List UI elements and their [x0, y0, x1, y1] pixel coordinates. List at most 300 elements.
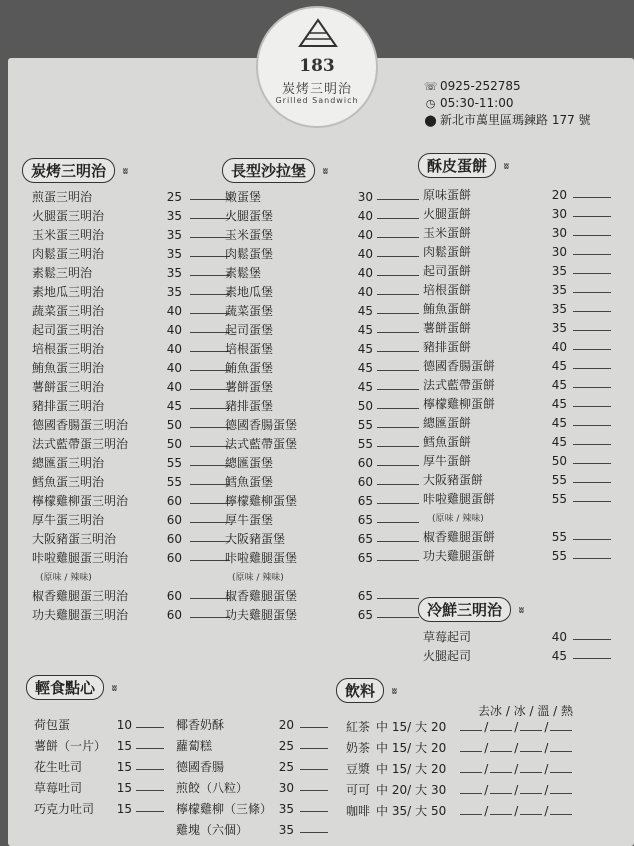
item-price: 60 — [166, 494, 182, 508]
item-price: 35 — [278, 823, 294, 837]
item-name: 豬排蛋三明治 — [32, 399, 105, 413]
item-name: 巧克力吐司 — [34, 802, 95, 816]
item-name: 椒香雞腿蛋堡 — [225, 589, 298, 603]
item-price: 40 — [357, 228, 373, 242]
item-price: 40 — [166, 380, 182, 394]
item-name: 煎餃（八粒） — [176, 781, 249, 795]
item-name: 蘿蔔糕 — [176, 739, 213, 753]
item-name: 火腿蛋餅 — [423, 207, 472, 221]
item-price: 15 — [116, 781, 132, 795]
item-price: 60 — [357, 456, 373, 470]
item-name: 培根蛋三明治 — [32, 342, 105, 356]
clock-icon: ◷ — [425, 97, 436, 110]
separator: / — [484, 741, 489, 755]
order-quantity-blank — [573, 205, 611, 217]
item-price: 45 — [551, 435, 567, 449]
flavor-note: (原味 / 辣味) — [232, 573, 284, 583]
order-quantity-blank — [190, 511, 230, 523]
item-name: 咔啦雞腿蛋餅 — [423, 492, 496, 506]
item-name: 培根蛋餅 — [423, 283, 472, 297]
order-quantity-blank — [190, 606, 230, 618]
drink-item — [346, 781, 574, 799]
order-quantity-blank — [136, 716, 164, 728]
item-price: 10 — [116, 718, 132, 732]
drink-name: 豆漿 — [346, 762, 371, 776]
temperature-blank — [520, 741, 542, 752]
drink-name: 可可 — [346, 783, 371, 797]
separator: / — [544, 783, 549, 797]
order-quantity-blank — [190, 340, 230, 352]
order-quantity-blank — [190, 549, 230, 561]
decoration-icon: ʬ — [322, 167, 329, 177]
order-quantity-blank — [190, 207, 230, 219]
item-name: 薯餅（一片） — [34, 739, 107, 753]
item-price: 45 — [357, 304, 373, 318]
order-quantity-blank — [573, 262, 611, 274]
item-price: 35 — [166, 266, 182, 280]
category-charcoal-sandwich — [22, 158, 129, 183]
contact-info — [424, 78, 591, 129]
item-name: 素地瓜堡 — [225, 285, 274, 299]
item-name: 草莓吐司 — [34, 781, 83, 795]
order-quantity-blank — [377, 397, 419, 409]
item-price: 60 — [166, 551, 182, 565]
order-quantity-blank — [136, 737, 164, 749]
item-price: 40 — [357, 285, 373, 299]
item-name: 德國香腸蛋餅 — [423, 359, 496, 373]
order-quantity-blank — [377, 435, 419, 447]
item-name: 嫩蛋堡 — [225, 190, 262, 204]
item-name: 大阪豬蛋三明治 — [32, 532, 117, 546]
item-name: 檸檬雞柳蛋餅 — [423, 397, 496, 411]
order-quantity-blank — [136, 758, 164, 770]
item-price: 40 — [551, 340, 567, 354]
order-quantity-blank — [377, 359, 419, 371]
item-price: 45 — [357, 361, 373, 375]
order-quantity-blank — [573, 224, 611, 236]
temperature-blank — [460, 783, 482, 794]
item-name: 鮪魚蛋餅 — [423, 302, 472, 316]
temperature-blank — [490, 741, 512, 752]
item-name: 豬排蛋餅 — [423, 340, 472, 354]
item-price: 60 — [166, 608, 182, 622]
logo-chinese-name: 炭烤三明治 — [281, 82, 352, 97]
order-quantity-blank — [377, 226, 419, 238]
order-quantity-blank — [573, 319, 611, 331]
order-quantity-blank — [300, 758, 328, 770]
temperature-blank — [460, 720, 482, 731]
order-quantity-blank — [190, 587, 230, 599]
item-price: 50 — [166, 437, 182, 451]
category-title: 冷鮮三明治 — [427, 601, 503, 619]
item-price: 45 — [357, 342, 373, 356]
item-name: 檸檬雞柳（三條） — [176, 802, 273, 816]
item-name: 鮪魚蛋三明治 — [32, 361, 105, 375]
temperature-blank — [460, 804, 482, 815]
item-price: 40 — [166, 304, 182, 318]
item-name: 薯餅蛋餅 — [423, 321, 472, 335]
item-name: 火腿起司 — [423, 649, 472, 663]
item-price: 35 — [551, 264, 567, 278]
item-price: 60 — [357, 475, 373, 489]
medium-price: 中 20/ — [376, 783, 412, 797]
item-name: 總匯蛋餅 — [423, 416, 472, 430]
logo-english-name: Grilled Sandwich — [275, 96, 359, 105]
category-title: 酥皮蛋餅 — [427, 157, 488, 175]
item-name: 德國香腸蛋三明治 — [32, 418, 129, 432]
item-price: 30 — [551, 245, 567, 259]
separator: / — [484, 720, 489, 734]
item-name: 功夫雞腿蛋三明治 — [32, 608, 129, 622]
item-name: 總匯蛋堡 — [225, 456, 274, 470]
order-quantity-blank — [573, 547, 611, 559]
order-quantity-blank — [573, 357, 611, 369]
item-name: 薯餅蛋三明治 — [32, 380, 105, 394]
item-price: 45 — [551, 649, 567, 663]
item-price: 65 — [357, 551, 373, 565]
separator: / — [514, 720, 519, 734]
item-price: 55 — [357, 418, 373, 432]
temperature-blank — [490, 762, 512, 773]
item-price: 50 — [357, 399, 373, 413]
item-name: 鱈魚蛋三明治 — [32, 475, 105, 489]
item-name: 鮪魚蛋堡 — [225, 361, 274, 375]
item-name: 鱈魚蛋堡 — [225, 475, 274, 489]
item-name: 大阪豬蛋餅 — [423, 473, 484, 487]
item-price: 60 — [166, 532, 182, 546]
temperature-blank — [520, 720, 542, 731]
item-name: 素鬆堡 — [225, 266, 262, 280]
item-name: 原味蛋餅 — [423, 188, 472, 202]
item-name: 蔬菜蛋堡 — [225, 304, 274, 318]
drink-name: 紅茶 — [346, 720, 371, 734]
category-drinks — [336, 678, 398, 703]
order-quantity-blank — [573, 433, 611, 445]
item-price: 55 — [551, 473, 567, 487]
order-quantity-blank — [300, 821, 328, 833]
order-quantity-blank — [377, 454, 419, 466]
item-price: 30 — [551, 207, 567, 221]
temperature-blank — [520, 762, 542, 773]
order-quantity-blank — [300, 800, 328, 812]
order-quantity-blank — [300, 737, 328, 749]
item-name: 玉米蛋堡 — [225, 228, 274, 242]
temperature-blank — [460, 741, 482, 752]
item-price: 65 — [357, 513, 373, 527]
item-name: 起司蛋堡 — [225, 323, 274, 337]
item-price: 55 — [551, 530, 567, 544]
item-price: 35 — [551, 283, 567, 297]
order-quantity-blank — [377, 492, 419, 504]
item-price: 40 — [357, 247, 373, 261]
item-price: 55 — [551, 549, 567, 563]
item-price: 35 — [166, 285, 182, 299]
shop-logo — [256, 6, 378, 128]
order-quantity-blank — [190, 283, 230, 295]
order-quantity-blank — [190, 302, 230, 314]
order-quantity-blank — [377, 283, 419, 295]
large-price: 大 50 — [415, 804, 447, 818]
order-quantity-blank — [190, 321, 230, 333]
order-quantity-blank — [190, 397, 230, 409]
temperature-options: 去冰 / 冰 / 溫 / 熱 — [478, 704, 574, 718]
separator: / — [484, 804, 489, 818]
item-name: 鱈魚蛋餅 — [423, 435, 472, 449]
item-price: 55 — [551, 492, 567, 506]
item-name: 功夫雞腿蛋餅 — [423, 549, 496, 563]
item-price: 40 — [551, 630, 567, 644]
item-price: 35 — [551, 321, 567, 335]
order-quantity-blank — [377, 321, 419, 333]
order-quantity-blank — [377, 264, 419, 276]
item-price: 60 — [166, 589, 182, 603]
item-name: 法式藍帶蛋餅 — [423, 378, 496, 392]
item-name: 厚牛蛋堡 — [225, 513, 274, 527]
separator: / — [544, 804, 549, 818]
item-price: 35 — [278, 802, 294, 816]
item-price: 45 — [551, 416, 567, 430]
order-quantity-blank — [573, 395, 611, 407]
logo-number: 183 — [299, 56, 335, 76]
medium-price: 中 35/ — [376, 804, 412, 818]
item-name: 德國香腸蛋堡 — [225, 418, 298, 432]
order-quantity-blank — [377, 302, 419, 314]
item-name: 起司蛋餅 — [423, 264, 472, 278]
separator: / — [484, 783, 489, 797]
temperature-blanks — [458, 804, 574, 818]
separator: / — [544, 720, 549, 734]
location-pin-icon: ⬤ — [424, 114, 437, 127]
order-quantity-blank — [190, 530, 230, 542]
order-quantity-blank — [573, 452, 611, 464]
order-quantity-blank — [573, 300, 611, 312]
item-name: 椒香雞腿蛋餅 — [423, 530, 496, 544]
item-price: 15 — [116, 802, 132, 816]
temperature-blank — [550, 783, 572, 794]
item-price: 55 — [357, 437, 373, 451]
category-title: 長型沙拉堡 — [231, 162, 307, 180]
item-name: 草莓起司 — [423, 630, 472, 644]
item-price: 15 — [116, 760, 132, 774]
category-snacks — [26, 675, 118, 700]
item-name: 肉鬆蛋餅 — [423, 245, 472, 259]
item-name: 肉鬆蛋三明治 — [32, 247, 105, 261]
order-quantity-blank — [190, 435, 230, 447]
item-price: 45 — [551, 359, 567, 373]
temperature-blank — [550, 804, 572, 815]
drink-item — [346, 718, 574, 736]
order-quantity-blank — [377, 473, 419, 485]
address: 新北市萬里區瑪鍊路 177 號 — [440, 113, 591, 127]
item-name: 素地瓜三明治 — [32, 285, 105, 299]
flavor-note: (原味 / 辣味) — [40, 573, 92, 583]
item-name: 薯餅蛋堡 — [225, 380, 274, 394]
item-price: 45 — [357, 380, 373, 394]
item-name: 總匯蛋三明治 — [32, 456, 105, 470]
sandwich-icon — [296, 16, 340, 50]
order-quantity-blank — [573, 628, 611, 640]
item-price: 25 — [278, 739, 294, 753]
separator: / — [514, 783, 519, 797]
category-title: 炭烤三明治 — [31, 162, 107, 180]
item-price: 20 — [551, 188, 567, 202]
item-name: 咔啦雞腿蛋堡 — [225, 551, 298, 565]
drink-item — [346, 802, 574, 820]
item-name: 法式藍帶蛋三明治 — [32, 437, 129, 451]
item-name: 火腿蛋堡 — [225, 209, 274, 223]
large-price: 大 20 — [415, 741, 447, 755]
order-quantity-blank — [377, 587, 419, 599]
order-quantity-blank — [136, 779, 164, 791]
item-price: 40 — [166, 323, 182, 337]
item-price: 65 — [357, 608, 373, 622]
order-quantity-blank — [377, 378, 419, 390]
category-cold-sandwich — [418, 597, 525, 622]
category-title: 輕食點心 — [35, 679, 96, 697]
temperature-blanks — [458, 720, 574, 734]
order-quantity-blank — [573, 186, 611, 198]
large-price: 大 30 — [415, 783, 447, 797]
temperature-blanks — [458, 741, 574, 755]
drink-name: 奶茶 — [346, 741, 371, 755]
item-price: 35 — [166, 247, 182, 261]
order-quantity-blank — [190, 188, 230, 200]
order-quantity-blank — [190, 492, 230, 504]
decoration-icon: ʬ — [503, 162, 510, 172]
order-quantity-blank — [190, 264, 230, 276]
item-price: 65 — [357, 589, 373, 603]
separator: / — [484, 762, 489, 776]
item-price: 35 — [166, 228, 182, 242]
item-name: 椰香奶酥 — [176, 718, 225, 732]
order-quantity-blank — [190, 226, 230, 238]
decoration-icon: ʬ — [122, 167, 129, 177]
temperature-blank — [460, 762, 482, 773]
category-pancake — [418, 153, 510, 178]
item-price: 40 — [357, 266, 373, 280]
drink-item — [346, 760, 574, 778]
item-name: 素鬆三明治 — [32, 266, 93, 280]
order-quantity-blank — [190, 473, 230, 485]
item-name: 法式藍帶蛋堡 — [225, 437, 298, 451]
category-title: 飲料 — [345, 682, 376, 700]
item-price: 25 — [278, 760, 294, 774]
temperature-blank — [490, 804, 512, 815]
separator: / — [544, 762, 549, 776]
item-name: 玉米蛋三明治 — [32, 228, 105, 242]
item-price: 15 — [116, 739, 132, 753]
item-price: 60 — [166, 513, 182, 527]
item-price: 40 — [357, 209, 373, 223]
order-quantity-blank — [573, 243, 611, 255]
item-price: 30 — [278, 781, 294, 795]
item-name: 雞塊（六個） — [176, 823, 249, 837]
order-quantity-blank — [377, 606, 419, 618]
drink-name: 咖啡 — [346, 804, 371, 818]
order-quantity-blank — [190, 416, 230, 428]
order-quantity-blank — [573, 528, 611, 540]
item-price: 45 — [166, 399, 182, 413]
item-price: 45 — [551, 378, 567, 392]
item-price: 35 — [166, 209, 182, 223]
order-quantity-blank — [573, 471, 611, 483]
large-price: 大 20 — [415, 720, 447, 734]
decoration-icon: ʬ — [111, 684, 118, 694]
decoration-icon: ʬ — [391, 687, 398, 697]
separator: / — [544, 741, 549, 755]
item-price: 35 — [551, 302, 567, 316]
large-price: 大 20 — [415, 762, 447, 776]
order-quantity-blank — [377, 207, 419, 219]
temperature-blank — [490, 783, 512, 794]
order-quantity-blank — [377, 530, 419, 542]
item-price: 55 — [166, 475, 182, 489]
order-quantity-blank — [190, 454, 230, 466]
order-quantity-blank — [300, 779, 328, 791]
order-quantity-blank — [573, 414, 611, 426]
item-name: 蔬菜蛋三明治 — [32, 304, 105, 318]
item-price: 40 — [166, 361, 182, 375]
temperature-blank — [550, 762, 572, 773]
item-name: 功夫雞腿蛋堡 — [225, 608, 298, 622]
item-price: 65 — [357, 532, 373, 546]
item-price: 20 — [278, 718, 294, 732]
separator: / — [514, 762, 519, 776]
medium-price: 中 15/ — [376, 720, 412, 734]
item-name: 火腿蛋三明治 — [32, 209, 105, 223]
item-price: 25 — [166, 190, 182, 204]
temperature-blanks — [458, 762, 574, 776]
order-quantity-blank — [573, 281, 611, 293]
item-price: 30 — [357, 190, 373, 204]
order-quantity-blank — [190, 378, 230, 390]
separator: / — [514, 804, 519, 818]
order-quantity-blank — [136, 800, 164, 812]
item-name: 椒香雞腿蛋三明治 — [32, 589, 129, 603]
order-quantity-blank — [573, 647, 611, 659]
order-quantity-blank — [573, 490, 611, 502]
item-price: 45 — [551, 397, 567, 411]
order-quantity-blank — [190, 359, 230, 371]
item-price: 30 — [551, 226, 567, 240]
separator: / — [514, 741, 519, 755]
item-name: 肉鬆蛋堡 — [225, 247, 274, 261]
item-price: 45 — [357, 323, 373, 337]
order-quantity-blank — [573, 376, 611, 388]
order-quantity-blank — [300, 716, 328, 728]
phone-number: 0925-252785 — [440, 79, 521, 93]
temperature-blank — [520, 783, 542, 794]
item-name: 檸檬雞柳蛋三明治 — [32, 494, 129, 508]
opening-hours: 05:30-11:00 — [440, 96, 514, 110]
order-quantity-blank — [377, 245, 419, 257]
medium-price: 中 15/ — [376, 741, 412, 755]
item-name: 大阪豬蛋堡 — [225, 532, 286, 546]
item-name: 厚牛蛋三明治 — [32, 513, 105, 527]
drink-item — [346, 739, 574, 757]
item-price: 50 — [166, 418, 182, 432]
temperature-blank — [550, 720, 572, 731]
item-price: 65 — [357, 494, 373, 508]
order-quantity-blank — [377, 340, 419, 352]
temperature-blank — [490, 720, 512, 731]
medium-price: 中 15/ — [376, 762, 412, 776]
item-name: 咔啦雞腿蛋三明治 — [32, 551, 129, 565]
decoration-icon: ʬ — [518, 606, 525, 616]
order-quantity-blank — [377, 416, 419, 428]
item-name: 花生吐司 — [34, 760, 83, 774]
item-name: 檸檬雞柳蛋堡 — [225, 494, 298, 508]
